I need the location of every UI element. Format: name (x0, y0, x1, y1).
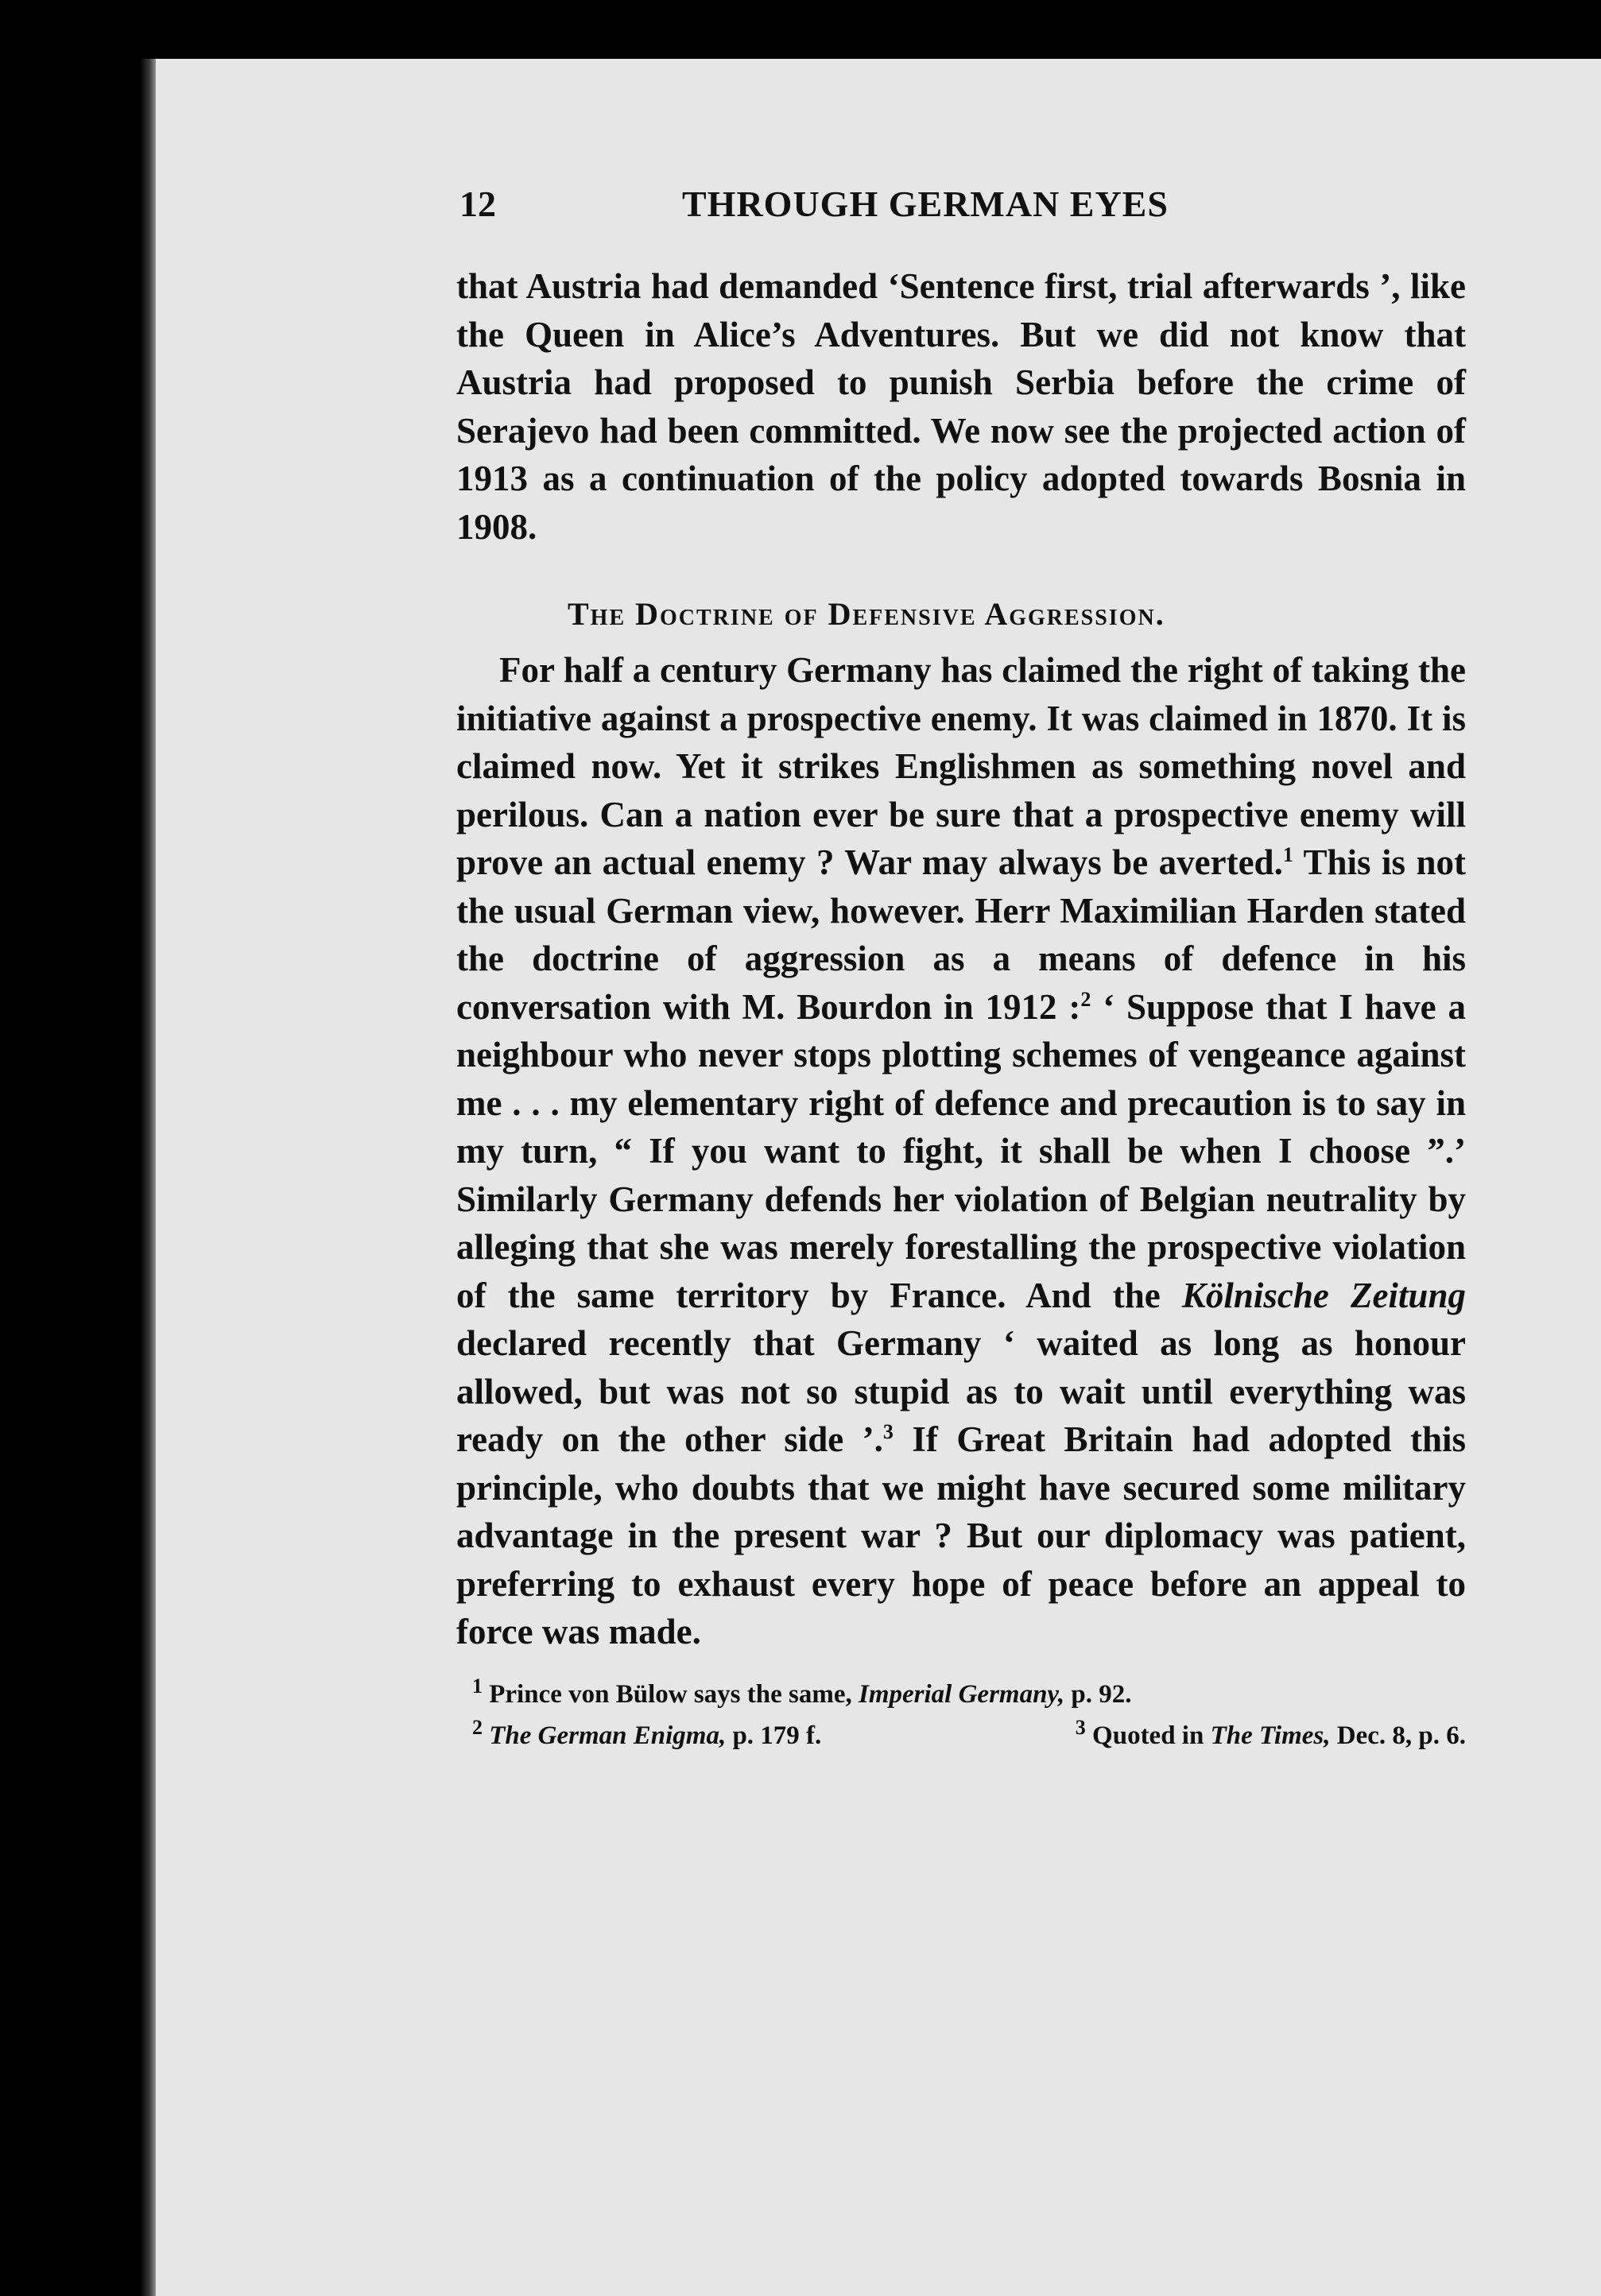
footnote-3-marker: 3 (1075, 1715, 1086, 1739)
newspaper-title: Kölnische Zeitung (1181, 1275, 1466, 1315)
footnote-3-paper: The Times, (1210, 1721, 1331, 1750)
section-heading: The Doctrine of Defensive Aggression. (568, 596, 1165, 632)
paragraph-2-part-3: ‘ Suppose that I have a neighbour who never stops plotting schemes of vengeance against me . . . my elementary right of defence and precaution is to say in my turn, “ If you want to fight, it shall be when I choose ”.’ Similarly Germany defends her violation of Belgian neutrality by alleging that she was merely forestalling the prospective violation of the same territory by France. And the (456, 986, 1467, 1315)
footnote-3 (1076, 1715, 1466, 1756)
paragraph-2-part-5: If Great Britain had adopted this principle, who doubts that we might have secured some military advantage in the present war ? But our diplomacy was patient, preferring to exhaust every hope of peace before an appeal to force was made. (456, 1419, 1466, 1651)
footnote-1-text-before: Prince von Bülow says the same, (483, 1679, 859, 1709)
footnote-3-text-after: Dec. 8, p. 6. (1330, 1721, 1466, 1750)
page-number: 12 (459, 184, 496, 224)
paragraph-2-part-2: This is not the usual German view, however. Herr Maximilian Harden stated the doctrine of aggression as a means of defence in his conversation with M. Bourdon in 1912 : (456, 842, 1466, 1027)
paragraph-2-part-4: declared recently that Germany ‘ waited as long as honour allowed, but was not so stupid as to wait until everything was ready on the other side ’. (456, 1323, 1466, 1459)
footnote-ref-2: 2 (1080, 987, 1091, 1011)
paragraph-2-part-1: For half a century Germany has claimed the right of taking the initiative against a prospective enemy. It was claimed in 1870. It is claimed now. Yet it strikes Englishmen as something novel and perilous. Can a nation ever be sure that a prospective enemy will prove an actual enemy ? War may always be averted. (456, 650, 1466, 882)
footnote-2 (472, 1715, 821, 1756)
running-head (459, 183, 1469, 246)
footnote-1-marker: 1 (472, 1674, 483, 1698)
footnote-ref-3: 3 (882, 1420, 894, 1443)
footnote-ref-1: 1 (1282, 843, 1293, 866)
book-title: THROUGH GERMAN EYES (682, 184, 1169, 224)
body-text (456, 262, 1466, 1756)
footnote-2-book: The German Enigma, (483, 1721, 727, 1750)
footnote-row-2-3 (456, 1715, 1466, 1756)
footnote-2-text-after: p. 179 f. (726, 1721, 822, 1750)
footnote-1 (456, 1674, 1466, 1715)
footnotes (456, 1674, 1466, 1756)
paragraph-2 (456, 646, 1466, 1656)
footnote-1-text-after: p. 92. (1064, 1679, 1132, 1709)
footnote-3-text-before: Quoted in (1085, 1721, 1211, 1750)
footnote-1-book: Imperial Germany, (859, 1679, 1065, 1709)
paragraph-1: that Austria had demanded ‘Sentence first, trial afterwards ’, like the Queen in Alice’s Adventures. But we did not know that Austria had proposed to punish Serbia before the crime of Serajevo had been committed. We now see the projected action of 1913 as a continuation of the policy adopted towards Bosnia in 1908. (456, 266, 1466, 547)
footnote-2-marker: 2 (472, 1715, 483, 1739)
